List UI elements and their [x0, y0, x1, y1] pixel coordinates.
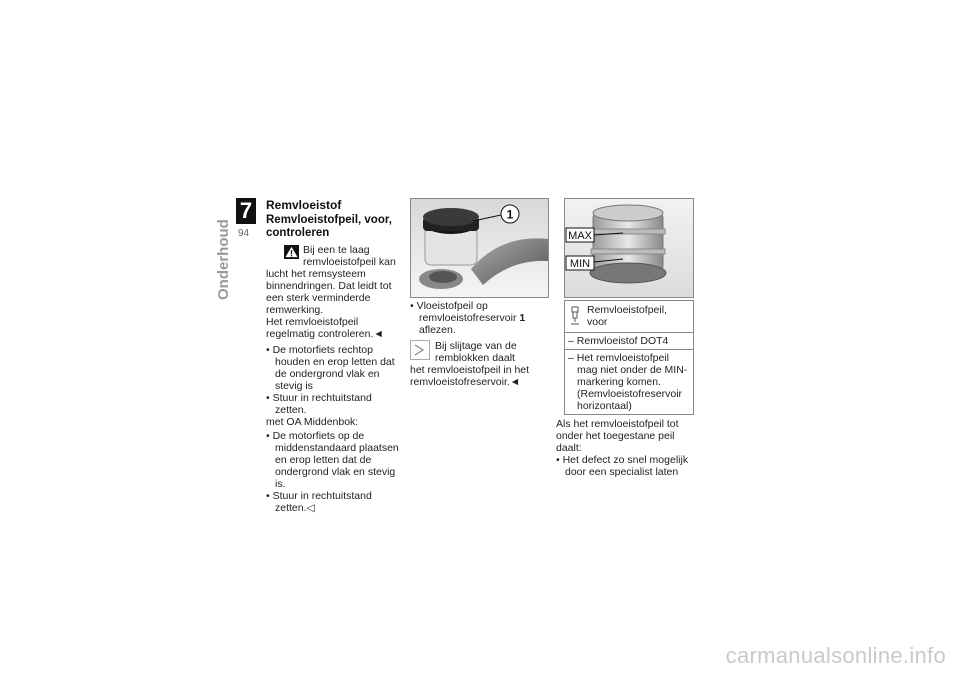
note-text: Bij slijtage van de remblokken daalt — [435, 340, 517, 364]
reservoir-photo — [410, 198, 549, 298]
list-item: • De motorfiets rechtop houden en erop letten dat de ondergrond vlak en stevig is — [266, 344, 406, 392]
step-list-3 — [410, 300, 548, 336]
list-item: • Het defect zo snel mogelijk door een specialist laten — [556, 454, 696, 478]
end-mark: ◄ — [373, 328, 384, 340]
spec-table-header — [565, 301, 693, 332]
warning-continuation: Het remvloeistofpeil regelmatig controleren. — [266, 316, 374, 340]
warning-text: Bij een te laag remvloeistofpeil kan lucht het remsysteem binnendringen. Dat leidt tot een sterk verminderde remwerking. — [266, 244, 396, 316]
note-continuation: het remvloeistofpeil in het remvloeistofreservoir. — [410, 364, 530, 388]
list-item: • Stuur in rechtuitstand zetten. — [266, 392, 406, 416]
step-text-end: aflezen. — [419, 324, 456, 336]
column-1 — [266, 199, 406, 514]
spec-table-title: Remvloeistofpeil, voor — [587, 304, 667, 328]
warning-block — [266, 244, 406, 340]
option-label: met OA Middenbok: — [266, 416, 359, 428]
column-2 — [410, 300, 548, 388]
reference-number: 1 — [519, 312, 526, 324]
section-side-label: Onderhoud — [215, 219, 232, 300]
step-list-1 — [266, 344, 406, 416]
table-row — [565, 332, 693, 349]
chapter-number: 7 — [236, 198, 256, 224]
brake-reservoir-illustration — [411, 199, 548, 297]
spec-table — [564, 300, 694, 415]
table-row-text: – Het remvloeistofpeil mag niet onder de MIN-markering komen. (Remvloeistofreservoir horizontaal) — [568, 352, 687, 412]
list-item — [410, 300, 548, 336]
step-list-2 — [266, 430, 406, 514]
list-item: • De motorfiets op de middenstandaard plaatsen en erop letten dat de ondergrond vlak en stevig is. — [266, 430, 406, 490]
note-block — [410, 340, 548, 388]
page-number: 94 — [238, 228, 250, 239]
section-title: Remvloeistof — [266, 198, 342, 212]
reservoir-level-photo — [564, 198, 694, 298]
table-row-text: – Remvloeistof DOT4 — [568, 335, 668, 347]
end-mark: ◄ — [509, 376, 521, 388]
step-text: Vloeistofpeil op remvloeistofreservoir — [416, 300, 517, 324]
max-label: MAX — [568, 230, 592, 242]
table-row — [565, 349, 693, 414]
section-subtitle: Remvloeistofpeil, voor, controleren — [266, 214, 392, 239]
warning-icon — [284, 245, 299, 259]
photo-callout-number: 1 — [506, 207, 514, 222]
column-3-text — [556, 418, 696, 478]
dropper-icon — [569, 306, 581, 326]
watermark: carmanualsonline.info — [725, 643, 946, 668]
min-label: MIN — [569, 258, 591, 270]
condition-text: Als het remvloeistofpeil tot onder het toegestane peil daalt: — [556, 418, 679, 454]
reservoir-level-illustration — [565, 199, 693, 297]
list-item: • Stuur in rechtuitstand zetten.◁ — [266, 490, 406, 514]
step-list-4 — [556, 454, 696, 478]
note-icon — [410, 340, 430, 360]
